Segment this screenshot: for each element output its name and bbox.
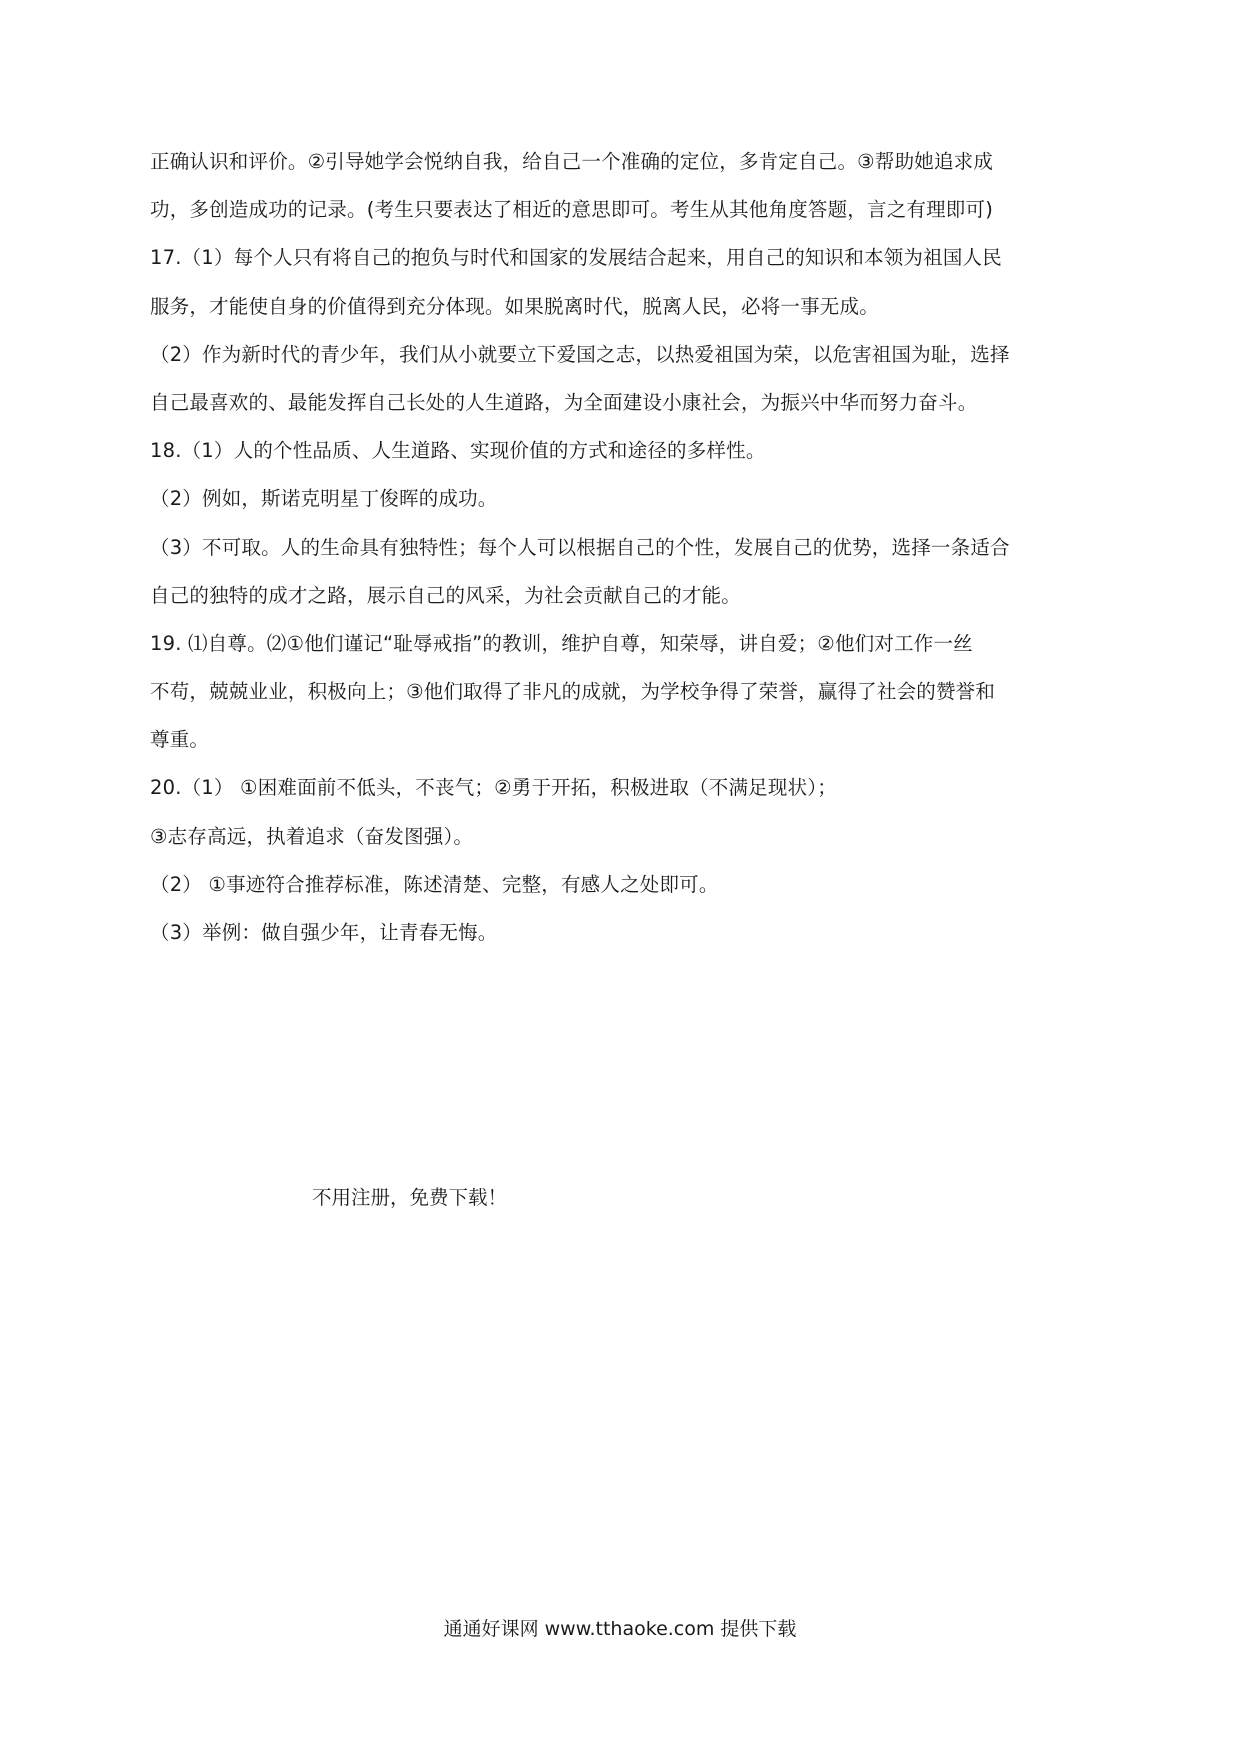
text-line: （3）举例：做自强少年，让青春无悔。 xyxy=(150,921,498,944)
text-line: 18.（1）人的个性品质、人生道路、实现价值的方式和途径的多样性。 xyxy=(150,439,766,463)
text-line: 自己最喜欢的、最能发挥自己长处的人生道路，为全面建设小康社会，为振兴中华而努力奋斗。 xyxy=(150,390,978,414)
text-line: 17.（1）每个人只有将自己的抱负与时代和国家的发展结合起来，用自己的知识和本领为祖国人民 xyxy=(150,246,1002,270)
answer-text-block xyxy=(150,150,1100,969)
text-line: 尊重。 xyxy=(150,728,210,752)
promo-text: 不用注册，免费下载！ xyxy=(312,1186,508,1209)
text-line: ③志存高远，执着追求（奋发图强）。 xyxy=(150,824,474,848)
text-line: （2）例如，斯诺克明星丁俊晖的成功。 xyxy=(150,487,498,511)
text-line: 正确认识和评价。②引导她学会悦纳自我，给自己一个准确的定位，多肯定自己。③帮助她追求成 xyxy=(150,150,994,173)
text-line: 自己的独特的成才之路，展示自己的风采，为社会贡献自己的才能。 xyxy=(150,583,742,607)
page-footer: 通通好课网 www.tthaoke.com 提供下载 xyxy=(443,1618,797,1640)
text-line: （2）作为新时代的青少年，我们从小就要立下爱国之志，以热爱祖国为荣，以危害祖国为耻，选择 xyxy=(150,342,1010,366)
text-line: 功，多创造成功的记录。(考生只要表达了相近的意思即可。考生从其他角度答题，言之有理即可) xyxy=(150,198,994,222)
text-line: （2） ①事迹符合推荐标准，陈述清楚、完整，有感人之处即可。 xyxy=(150,872,719,896)
text-line: 服务，才能使自身的价值得到充分体现。如果脱离时代，脱离人民，必将一事无成。 xyxy=(150,294,879,318)
text-line: 不苟，兢兢业业，积极向上；③他们取得了非凡的成就，为学校争得了荣誉，赢得了社会的赞誉和 xyxy=(150,680,996,704)
text-line: （3）不可取。人的生命具有独特性；每个人可以根据自己的个性，发展自己的优势，选择一条适合 xyxy=(150,535,1010,559)
text-line: 19. ⑴自尊。⑵①他们谨记“耻辱戒指”的教训，维护自尊，知荣辱，讲自爱；②他们对工作一丝 xyxy=(150,631,973,655)
text-line: 20.（1） ①困难面前不低头，不丧气；②勇于开拓，积极进取（不满足现状）； xyxy=(150,776,837,800)
